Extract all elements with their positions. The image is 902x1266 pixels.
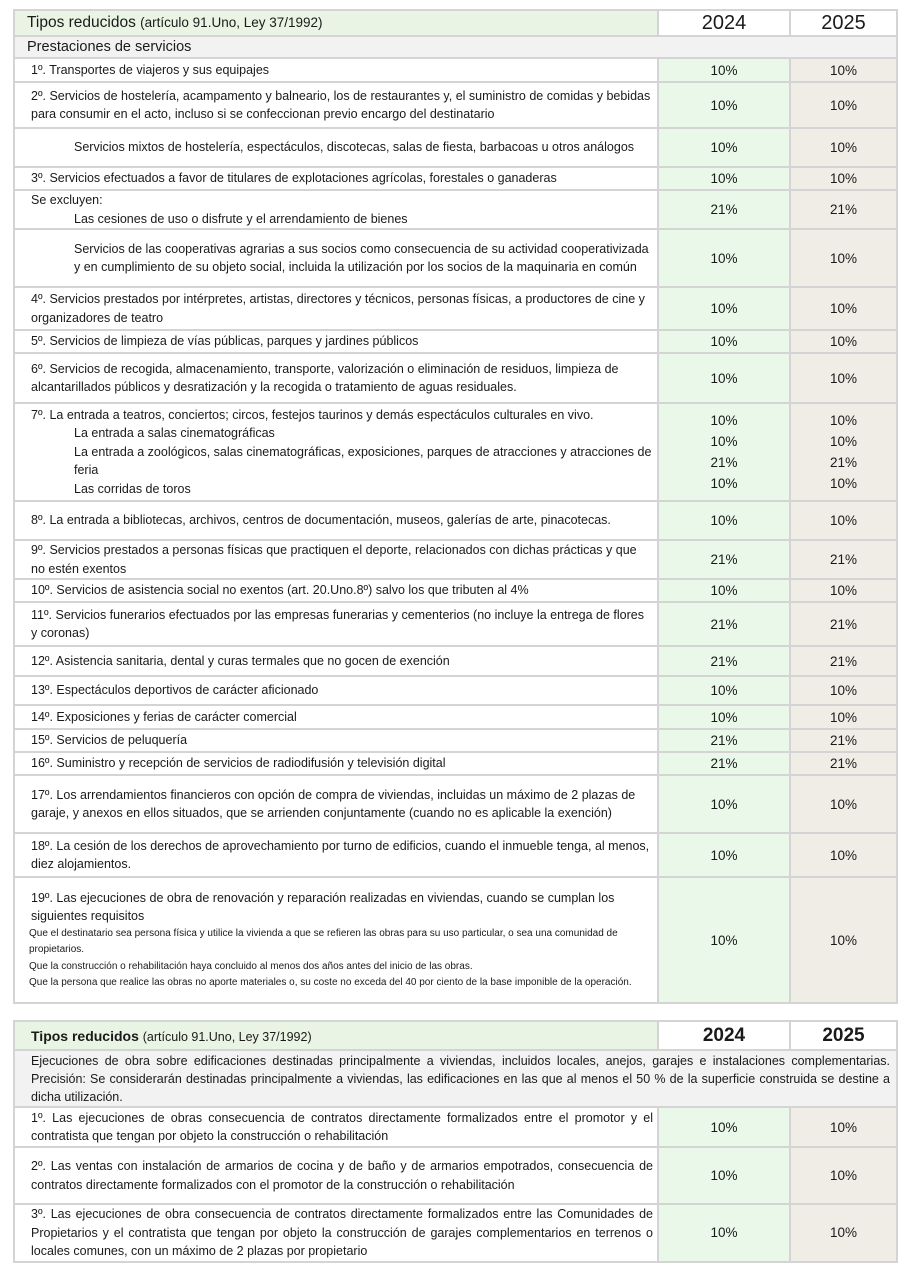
rate-2024-cell xyxy=(658,646,790,676)
rate-2025: 10% xyxy=(829,932,858,948)
rate-2025-cell xyxy=(790,877,897,1003)
table-body xyxy=(14,1021,897,1262)
rate-2024-cell xyxy=(658,403,790,501)
description-line: Que la persona que realice las obras no aporte materiales o, su coste no exceda del 40 por ciento de la base imponible de la operación. xyxy=(29,977,632,988)
row-description xyxy=(14,403,658,501)
rate-2024: 10% xyxy=(710,334,738,349)
rate-2025: 21% xyxy=(829,202,858,217)
rate-2024: 21% xyxy=(710,552,738,567)
table-row xyxy=(14,330,897,353)
row-description xyxy=(14,1204,658,1262)
description-line: 17º. Los arrendamientos financieros con opción de compra de viviendas, incluidas un máximo de 2 plazas de garaje, y anexos en ellos situados, que se arrienden conjuntamente (cuando no es aplicable la exención) xyxy=(31,787,636,820)
rate-2024: 10% xyxy=(710,301,738,316)
row-description xyxy=(14,775,658,833)
rate-2025: 10% xyxy=(829,513,858,528)
rate-2024: 10% xyxy=(710,683,738,698)
table-row xyxy=(14,353,897,403)
rate-2025: 10% xyxy=(829,796,858,812)
rate-2024-cell xyxy=(658,58,790,82)
description-line: 6º. Servicios de recogida, almacenamiento, transporte, valorización o eliminación de residuos, limpieza de alcantarillados públicos y desratización y la recogida o tratamiento de aguas residuales. xyxy=(31,361,619,394)
description-line: 18º. La cesión de los derechos de aprovechamiento por turno de edificios, cuando el inmueble tenga, al menos, diez alojamientos. xyxy=(31,838,650,871)
table-row xyxy=(14,167,897,190)
row-description xyxy=(14,705,658,729)
rate-2025: 10% xyxy=(829,301,858,316)
row-description xyxy=(14,82,658,128)
rate-2024-cell xyxy=(658,501,790,540)
rate-2024-cell xyxy=(658,579,790,602)
rate-2025-cell xyxy=(790,287,897,330)
rate-2025-cell xyxy=(790,676,897,705)
rate-2024-cell xyxy=(658,602,790,646)
rate-2025-cell xyxy=(790,190,897,229)
rate-2025: 21% xyxy=(829,455,858,470)
table-body xyxy=(14,10,897,1003)
table-row xyxy=(14,1147,897,1204)
rate-2025-cell xyxy=(790,353,897,403)
row-description xyxy=(14,540,658,579)
description-line: 15º. Servicios de peluquería xyxy=(31,733,188,748)
rate-2025: 21% xyxy=(829,733,858,748)
description-line: 13º. Espectáculos deportivos de carácter aficionado xyxy=(31,683,319,698)
rate-2025: 10% xyxy=(829,434,858,449)
rate-2025-cell xyxy=(790,729,897,752)
row-description xyxy=(14,58,658,82)
rate-2024-cell xyxy=(658,752,790,775)
rate-2025: 10% xyxy=(829,709,858,725)
rate-2024: 10% xyxy=(710,847,738,863)
intro-row xyxy=(14,1050,897,1107)
description-line: 3º. Las ejecuciones de obra consecuencia de contratos directamente formalizados entre las Comunidades de Propietarios y el contratista que tengan por objeto la construcción de garajes complementarios en terrenos o locales comunes, con un máximo de 2 plazas por propietario xyxy=(31,1207,653,1258)
table-row xyxy=(14,579,897,602)
rate-2024: 10% xyxy=(710,709,738,725)
rate-2024-cell xyxy=(658,82,790,128)
row-description xyxy=(14,752,658,775)
table-row xyxy=(14,877,897,1003)
column-header-2025: 2025 xyxy=(790,10,897,36)
rate-2025: 21% xyxy=(829,552,858,567)
rate-2024: 10% xyxy=(710,413,738,428)
table-row xyxy=(14,646,897,676)
rate-2025-cell xyxy=(790,752,897,775)
rate-2024: 10% xyxy=(710,476,738,491)
rate-2024: 10% xyxy=(710,1119,738,1135)
rate-2025-cell xyxy=(790,705,897,729)
rate-2024: 21% xyxy=(710,653,738,669)
rate-2025-cell xyxy=(790,167,897,190)
table-row xyxy=(14,833,897,877)
description-line: 3º. Servicios efectuados a favor de titulares de explotaciones agrícolas, forestales o ganaderas xyxy=(31,171,557,186)
table-row xyxy=(14,1107,897,1147)
section-title: Prestaciones de servicios xyxy=(14,36,897,58)
description-line: 11º. Servicios funerarios efectuados por las empresas funerarias y cementerios (no incluye la entrega de flores y coronas) xyxy=(31,607,644,640)
rate-2025: 10% xyxy=(829,62,858,78)
section-row xyxy=(14,36,897,58)
rate-2025-cell xyxy=(790,58,897,82)
rate-2025-cell xyxy=(790,330,897,353)
rate-2024: 10% xyxy=(710,62,738,78)
table-row xyxy=(14,82,897,128)
description-line: 9º. Servicios prestados a personas físicas que practiquen el deporte, relacionados con dichas prácticas y que no estén exentos xyxy=(31,543,637,576)
rate-2024-cell xyxy=(658,229,790,287)
column-header-2025: 2025 xyxy=(790,1021,897,1050)
table-row xyxy=(14,128,897,167)
column-header-2024: 2024 xyxy=(658,10,790,36)
rate-2024-cell xyxy=(658,877,790,1003)
table-row xyxy=(14,729,897,752)
rate-2025: 21% xyxy=(829,756,858,771)
table-row xyxy=(14,190,897,229)
rate-2025: 10% xyxy=(829,583,858,598)
rate-2024-cell xyxy=(658,1107,790,1147)
description-line: 16º. Suministro y recepción de servicios de radiodifusión y televisión digital xyxy=(31,756,446,771)
rate-2024-cell xyxy=(658,330,790,353)
rate-2025: 10% xyxy=(829,683,858,698)
table-row xyxy=(14,501,897,540)
description-line: 2º. Las ventas con instalación de armarios de cocina y de baño y de armarios empotrados, consecuencia de contratos directamente formalizados con el promotor de la construcción o rehabilitación xyxy=(31,1159,653,1192)
table-title: Tipos reducidos xyxy=(27,14,136,31)
row-description xyxy=(14,501,658,540)
rate-2024-cell xyxy=(658,729,790,752)
rate-2024-cell xyxy=(658,128,790,167)
table-row xyxy=(14,752,897,775)
rate-2024: 10% xyxy=(710,796,738,812)
description-line: 2º. Servicios de hostelería, acampamento y balneario, los de restaurantes y, el suministro de comidas y bebidas para consumir en el acto, incluso si se confeccionan previo encargo del destinatario xyxy=(31,88,651,121)
row-description xyxy=(14,676,658,705)
rate-2025-cell xyxy=(790,1107,897,1147)
rate-2025: 10% xyxy=(829,370,858,386)
rate-2025-cell xyxy=(790,229,897,287)
description-line: 1º. Las ejecuciones de obras consecuencia de contratos directamente formalizados entre el promotor y el contratista que tengan por objeto la construcción o rehabilitación xyxy=(31,1110,653,1143)
description-line: Que la construcción o rehabilitación haya concluido al menos dos años antes del inicio de las obras. xyxy=(29,960,473,972)
rate-2025-cell xyxy=(790,82,897,128)
description-line: Se excluyen: xyxy=(31,193,103,207)
description-line: Que el destinatario sea persona física y utilice la vivienda a que se refieren las obras para su uso particular, o sea una comunidad de propietarios. xyxy=(29,927,618,955)
rate-2024-cell xyxy=(658,705,790,729)
rate-2025: 21% xyxy=(829,616,858,632)
intro-text: Ejecuciones de obra sobre edificaciones destinadas principalmente a viviendas, incluidos locales, anejos, garajes e instalaciones complementarias. Precisión: Se considerarán destinadas principalmente a viviendas, las edificaciones en las que al menos el 50 % de la superficie construida se destine a dicha utilización. xyxy=(14,1050,897,1107)
row-description xyxy=(14,1107,658,1147)
table-row xyxy=(14,775,897,833)
rate-2025: 10% xyxy=(829,476,858,491)
description-line: 14º. Exposiciones y ferias de carácter comercial xyxy=(31,709,297,724)
table-header-row xyxy=(14,10,897,36)
description-line: Servicios mixtos de hostelería, espectáculos, discotecas, salas de fiesta, barbacoas u otros análogos xyxy=(74,140,635,155)
table-title-cell xyxy=(14,1021,658,1050)
row-description xyxy=(14,287,658,330)
rate-2025: 10% xyxy=(829,250,858,266)
row-description xyxy=(14,167,658,190)
rate-2025-cell xyxy=(790,775,897,833)
rate-2024-cell xyxy=(658,1204,790,1262)
description-line: 10º. Servicios de asistencia social no exentos (art. 20.Uno.8º) salvo los que tributen al 4% xyxy=(31,583,529,598)
table-header-row xyxy=(14,1021,897,1050)
column-header-2024: 2024 xyxy=(658,1021,790,1050)
rate-2024-cell xyxy=(658,353,790,403)
rate-2024: 10% xyxy=(710,1225,738,1241)
description-line: La entrada a salas cinematográficas xyxy=(74,426,275,441)
rate-2025-cell xyxy=(790,540,897,579)
rate-2025-cell xyxy=(790,1147,897,1204)
rate-2025: 21% xyxy=(829,653,858,669)
rate-2024: 10% xyxy=(710,171,738,186)
row-description xyxy=(14,128,658,167)
rate-2024-cell xyxy=(658,167,790,190)
description-line: 19º. Las ejecuciones de obra de renovación y reparación realizadas en viviendas, cuando se cumplan los siguientes requisitos xyxy=(31,890,615,923)
description-line: 7º. La entrada a teatros, conciertos; circos, festejos taurinos y demás espectáculos culturales en vivo. xyxy=(31,407,594,422)
description-line: 8º. La entrada a bibliotecas, archivos, centros de documentación, museos, galerías de arte, pinacotecas. xyxy=(31,513,611,528)
table-row xyxy=(14,229,897,287)
row-description xyxy=(14,579,658,602)
description-line: La entrada a zoológicos, salas cinematográficas, exposiciones, parques de atracciones y atracciones de feria xyxy=(74,444,652,478)
row-description xyxy=(14,353,658,403)
rate-2025-cell xyxy=(790,128,897,167)
description-line: Las cesiones de uso o disfrute y el arrendamiento de bienes xyxy=(74,211,408,226)
rate-2024-cell xyxy=(658,1147,790,1204)
rate-2025-cell xyxy=(790,579,897,602)
rate-2024: 21% xyxy=(710,455,738,470)
rate-2025-cell xyxy=(790,501,897,540)
row-description xyxy=(14,602,658,646)
rate-2024-cell xyxy=(658,287,790,330)
row-description xyxy=(14,330,658,353)
table-row xyxy=(14,540,897,579)
rate-2025: 10% xyxy=(829,1168,858,1183)
rate-2025-cell xyxy=(790,1204,897,1262)
row-description xyxy=(14,729,658,752)
rate-2024: 10% xyxy=(710,434,738,449)
rate-2024: 21% xyxy=(710,756,738,771)
table-row xyxy=(14,403,897,501)
rate-2024: 21% xyxy=(710,733,738,748)
rate-2025-cell xyxy=(790,403,897,501)
rate-2025: 10% xyxy=(829,1225,858,1241)
rate-2024: 10% xyxy=(710,932,738,948)
rate-2025: 10% xyxy=(829,140,858,155)
table-title-cell xyxy=(14,10,658,36)
rate-2024: 10% xyxy=(710,97,738,113)
rate-2025: 10% xyxy=(829,847,858,863)
table-row xyxy=(14,58,897,82)
rate-2025: 10% xyxy=(829,413,858,428)
table-title: Tipos reducidos xyxy=(31,1027,139,1044)
rate-2025-cell xyxy=(790,602,897,646)
row-description xyxy=(14,190,658,229)
row-description xyxy=(14,833,658,877)
description-line: 4º. Servicios prestados por intérpretes, artistas, directores y técnicos, personas físicas, a productores de cine y organizadores de teatro xyxy=(31,292,645,325)
rate-2024: 10% xyxy=(710,370,738,386)
rate-2024-cell xyxy=(658,540,790,579)
rate-2024: 10% xyxy=(710,250,738,266)
description-line: Las corridas de toros xyxy=(74,481,191,496)
table-subtitle: (artículo 91.Uno, Ley 37/1992) xyxy=(142,1029,312,1044)
rate-2025: 10% xyxy=(829,97,858,113)
tax-rates-table-construction xyxy=(13,1020,898,1263)
rate-2025: 10% xyxy=(829,1119,858,1135)
description-line: 12º. Asistencia sanitaria, dental y curas termales que no gocen de exención xyxy=(31,653,450,668)
table-row xyxy=(14,676,897,705)
rate-2024: 10% xyxy=(710,583,738,598)
row-description xyxy=(14,877,658,1003)
table-row xyxy=(14,602,897,646)
rate-2024: 10% xyxy=(710,513,738,528)
rate-2024-cell xyxy=(658,775,790,833)
rate-2024-cell xyxy=(658,833,790,877)
rate-2025-cell xyxy=(790,833,897,877)
description-line: Servicios de las cooperativas agrarias a sus socios como consecuencia de su actividad cooperativizada y en cumplimiento de su objeto social, incluida la utilización por los socios de la maquinaria en común xyxy=(74,241,649,274)
row-description xyxy=(14,646,658,676)
rate-2024: 10% xyxy=(710,1168,738,1183)
rate-2025-cell xyxy=(790,646,897,676)
row-description xyxy=(14,229,658,287)
rate-2024: 10% xyxy=(710,140,738,155)
table-row xyxy=(14,705,897,729)
table-row xyxy=(14,1204,897,1262)
rate-2024-cell xyxy=(658,676,790,705)
rate-2024: 21% xyxy=(710,616,738,632)
rate-2024: 21% xyxy=(710,202,738,217)
rate-2025: 10% xyxy=(829,334,858,349)
description-line: 1º. Transportes de viajeros y sus equipajes xyxy=(31,62,270,77)
table-row xyxy=(14,287,897,330)
rate-2024-cell xyxy=(658,190,790,229)
description-line: 5º. Servicios de limpieza de vías públicas, parques y jardines públicos xyxy=(31,334,419,349)
tax-rates-table-services xyxy=(13,9,898,1004)
rate-2025: 10% xyxy=(829,171,858,186)
table-subtitle: (artículo 91.Uno, Ley 37/1992) xyxy=(140,15,323,30)
row-description xyxy=(14,1147,658,1204)
